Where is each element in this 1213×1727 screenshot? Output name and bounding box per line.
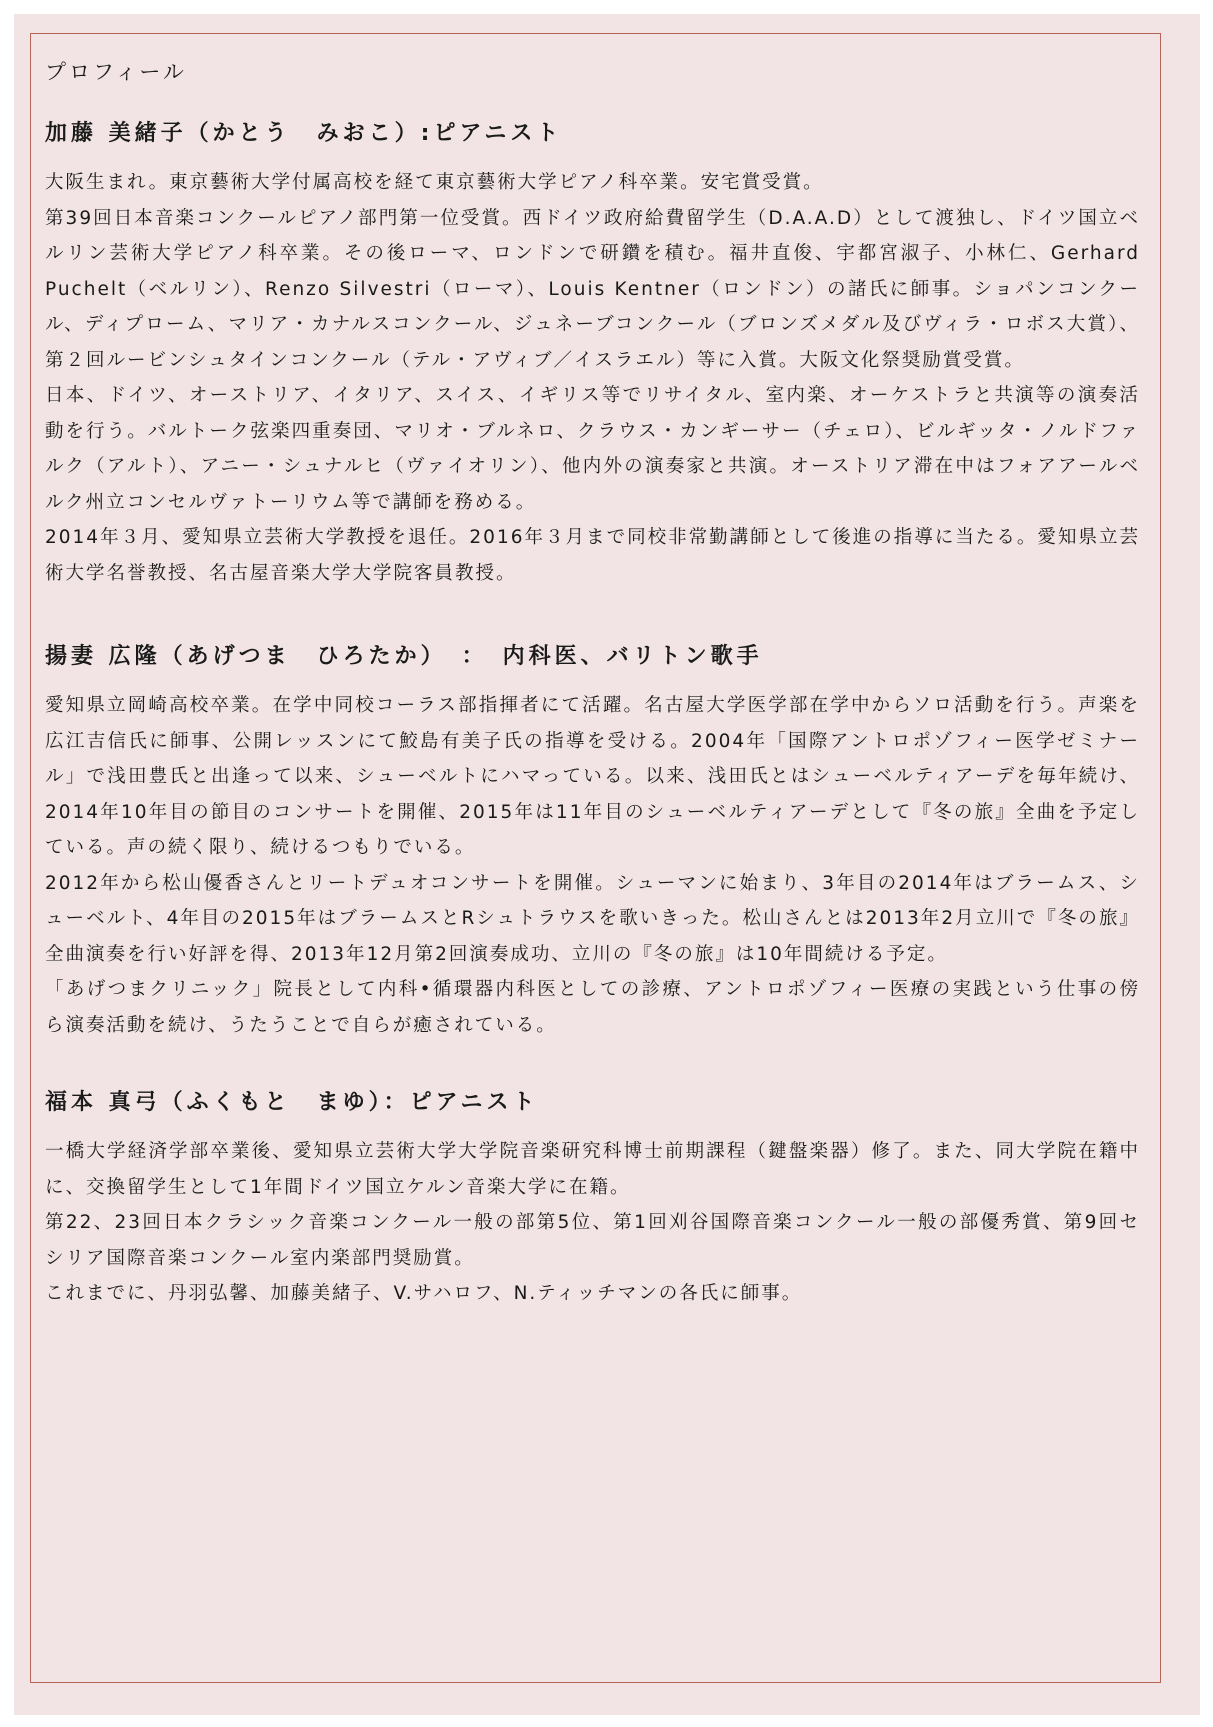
profile-heading: 加藤 美緒子（かとう みおこ）:ピアニスト xyxy=(45,121,563,146)
profile-section-kato xyxy=(45,116,1140,591)
profile-heading: 福本 真弓（ふくもと まゆ）：ピアニスト xyxy=(45,1090,539,1115)
profile-paragraph: 2014年３月、愛知県立芸術大学教授を退任。2016年３月まで同校非常勤講師として後進の指導に当たる。愛知県立芸術大学名誉教授、名古屋音楽大学大学院客員教授。 xyxy=(45,527,1140,584)
profile-paragraph: 2012年から松山優香さんとリートデュオコンサートを開催。シューマンに始まり、3年目の2014年はブラームス、シューベルト、4年目の2015年はブラームスとRシュトラウスを歌いきった。松山さんとは2013年2月立川で『冬の旅』全曲演奏を行い好評を得、2013年12月第2回演奏成功、立川の『冬の旅』は10年間続ける予定。 xyxy=(45,872,1140,965)
profile-section-agetsuma xyxy=(45,639,1140,1043)
profile-paragraph: 「あげつまクリニック」院長として内科•循環器内科医としての診療、アントロポゾフィー医療の実践という仕事の傍ら演奏活動を続け、うたうことで自らが癒されている。 xyxy=(45,979,1140,1036)
profile-heading: 揚妻 広隆（あげつま ひろたか） ： 内科医、バリトン歌手 xyxy=(45,644,763,669)
profile-paragraph: 第22、23回日本クラシック音楽コンクール一般の部第5位、第1回刈谷国際音楽コンクール一般の部優秀賞、第9回セシリア国際音楽コンクール室内楽部門奨励賞。 xyxy=(45,1212,1140,1269)
profile-paragraph: これまでに、丹羽弘馨、加藤美緒子、V.サハロフ、N.ティッチマンの各氏に師事。 xyxy=(45,1283,803,1304)
profile-paragraph: 第39回日本音楽コンクールピアノ部門第一位受賞。西ドイツ政府給費留学生（D.A.A.D）として渡独し、ドイツ国立ベルリン芸術大学ピアノ科卒業。その後ローマ、ロンドンで研鑽を積む。福井直俊、宇都宮淑子、小林仁、Gerhard Puchelt（ベルリン）、Renzo Silvestri（ローマ）、Louis Kentner（ロンドン）の諸氏に師事。ショパンコンクール、ディプローム、マリア・カナルスコンクール、ジュネーブコンクール（ブロンズメダル及びヴィラ・ロボス大賞）、第２回ルービンシュタインコンクール（テル・アヴィブ／イスラエル）等に入賞。大阪文化祭奨励賞受賞。 xyxy=(45,207,1140,371)
profile-paragraph: 一橋大学経済学部卒業後、愛知県立芸術大学大学院音楽研究科博士前期課程（鍵盤楽器）修了。また、同大学院在籍中に、交換留学生として1年間ドイツ国立ケルン音楽大学に在籍。 xyxy=(45,1141,1140,1198)
page-title: プロフィール xyxy=(45,60,187,84)
profile-frame xyxy=(30,33,1161,1683)
profile-section-fukumoto xyxy=(45,1085,1140,1312)
profile-paragraph: 日本、ドイツ、オーストリア、イタリア、スイス、イギリス等でリサイタル、室内楽、オーケストラと共演等の演奏活動を行う。バルトーク弦楽四重奏団、マリオ・ブルネロ、クラウス・カンギーサー（チェロ）、ビルギッタ・ノルドファルク（アルト）、アニー・シュナルヒ（ヴァイオリン）、他内外の演奏家と共演。オーストリア滞在中はフォアアールベルク州立コンセルヴァトーリウム等で講師を務める。 xyxy=(45,385,1140,513)
profile-paragraph: 大阪生まれ。東京藝術大学付属高校を経て東京藝術大学ピアノ科卒業。安宅賞受賞。 xyxy=(45,172,824,193)
document-page xyxy=(14,14,1200,1715)
profile-paragraph: 愛知県立岡崎高校卒業。在学中同校コーラス部指揮者にて活躍。名古屋大学医学部在学中からソロ活動を行う。声楽を広江吉信氏に師事、公開レッスンにて鮫島有美子氏の指導を受ける。2004年「国際アントロポゾフィー医学ゼミナール」で浅田豊氏と出逢って以来、シューベルトにハマっている。以来、浅田氏とはシューベルティアーデを毎年続け、2014年10年目の節目のコンサートを開催、2015年は11年目のシューベルティアーデとして『冬の旅』全曲を予定している。声の続く限り、続けるつもりでいる。 xyxy=(45,695,1140,858)
